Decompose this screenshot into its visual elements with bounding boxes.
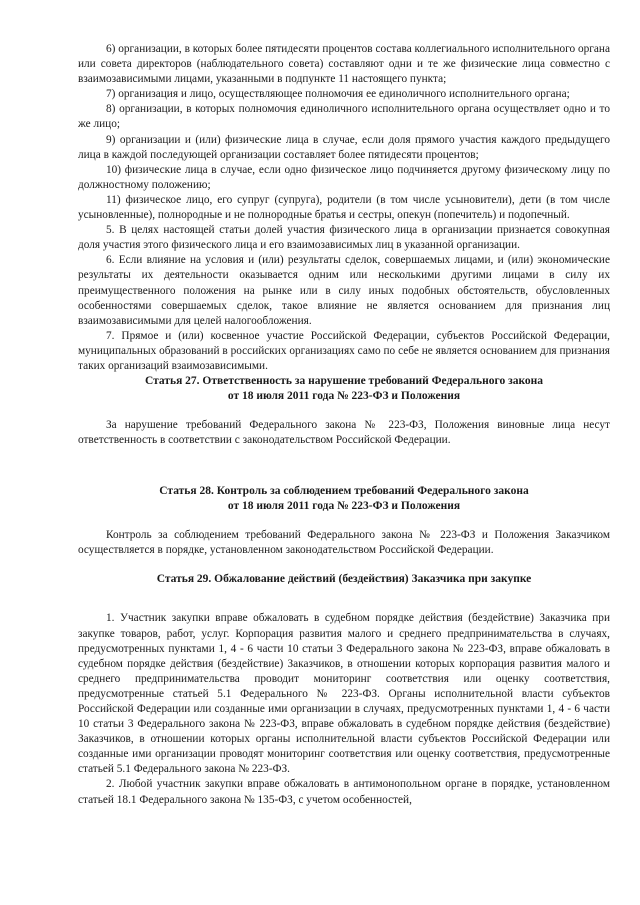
article-27-text: За нарушение требований Федерального закона № 223-ФЗ, Положения виновные лица несут ответственность в соответствии с законодательством Российской Федерации. — [78, 419, 610, 447]
point-6: 6. Если влияние на условия и (или) результаты сделок, совершаемых лицами, и (или) экономические результаты их деятельности оказывается одним или несколькими другими лицами в силу их преимущественного положения на рынке или в силу иных подобных обстоятельств, обусловленных особенностями совершаемых сделок, такое влияние не является основанием для признания лиц взаимозависимыми для целей налогообложения. — [78, 254, 610, 327]
list-item-11: 11) физическое лицо, его супруг (супруга), родители (в том числе усыновители), дети (в том числе усыновленные), полнородные и не полнородные братья и сестры, опекун (попечитель) и подопечный. — [78, 193, 610, 222]
article-29-paragraph-2: 2. Любой участник закупки вправе обжаловать в антимонопольном органе в порядке, установленном статьей 18.1 Федерального закона № 135-ФЗ, с учетом особенностей, — [78, 778, 610, 806]
point-5: 5. В целях настоящей статьи долей участия физического лица в организации признается совокупная доля участия этого физического лица и его взаимозависимых лиц в указанной организации. — [78, 224, 610, 252]
article-28-text: Контроль за соблюдением требований Федерального закона № 223-ФЗ и Положения Заказчиком осуществляется в порядке, установленном законодательством Российской Федерации. — [78, 529, 610, 557]
list-item-9: 9) организации и (или) физические лица в случае, если доля прямого участия каждого предыдущего лица в каждой последующей организации составляет более пятидесяти процентов; — [78, 133, 610, 161]
list-item-6: 6) организации, в которых более пятидесяти процентов состава коллегиального исполнительного органа или совета директоров (наблюдательного совета) составляют одни и те же физические лица совместно с взаимозависимыми лицами, указанными в подпункте 11 настоящего пункта; — [78, 43, 610, 86]
article-28-title-line1: Статья 28. Контроль за соблюдением требований Федерального закона — [159, 485, 529, 498]
list-item-8: 8) организации, в которых полномочия единоличного исполнительного органа осуществляет одно и то же лицо; — [78, 103, 610, 131]
article-27-title-line1: Статья 27. Ответственность за нарушение требований Федерального закона — [144, 375, 544, 388]
article-28-title-line2: от 18 июля 2011 года № 223-ФЗ и Положения — [227, 500, 461, 513]
article-29-paragraph-1: 1. Участник закупки вправе обжаловать в судебном порядке действия (бездействие) Заказчика при закупке товаров, работ, услуг. Корпорация развития малого и среднего предпринимательства в случаях, предусмотренных пунктами 1, 4 - 6 части 10 статьи 3 Федерального закона № 223-ФЗ, вправе обжаловать в судебном порядке действия (бездействие) Заказчиков, в отношении которых корпорация развития малого и среднего предпринимательства проводит мониторинг соответствия или оценку соответствия, предусмотренные статьей 5.1 Федерального № 223-ФЗ. Органы исполнительной власти субъектов Российской Федерации или созданные ими организации в случаях, предусмотренных пунктами 1, 4 - 6 части 10 статьи 3 Федерального закона № 223-ФЗ, вправе обжаловать в судебном порядке действия (бездействие) Заказчиков, в отношении которых органы исполнительной власти субъектов Российской Федерации или созданные ими организации проводят мониторинг соответствия или оценку соответствия, предусмотренные статьей 5.1 Федерального закона № 223-ФЗ. — [78, 612, 610, 776]
list-item-10: 10) физические лица в случае, если одно физическое лицо подчиняется другому физическому лицу по должностному положению; — [78, 163, 610, 191]
point-7: 7. Прямое и (или) косвенное участие Российской Федерации, субъектов Российской Федерации, муниципальных образований в российских организациях само по себе не является основанием для признания таких организаций взаимозависимыми. — [78, 329, 610, 372]
list-item-7: 7) организация и лицо, осуществляющее полномочия ее единоличного исполнительного органа; — [106, 88, 570, 101]
article-28-heading — [78, 484, 610, 514]
article-29-heading: Статья 29. Обжалование действий (бездействия) Заказчика при закупке — [156, 573, 532, 586]
article-27-title-line2: от 18 июля 2011 года № 223-ФЗ и Положения — [227, 390, 461, 403]
article-27-heading — [78, 374, 610, 404]
